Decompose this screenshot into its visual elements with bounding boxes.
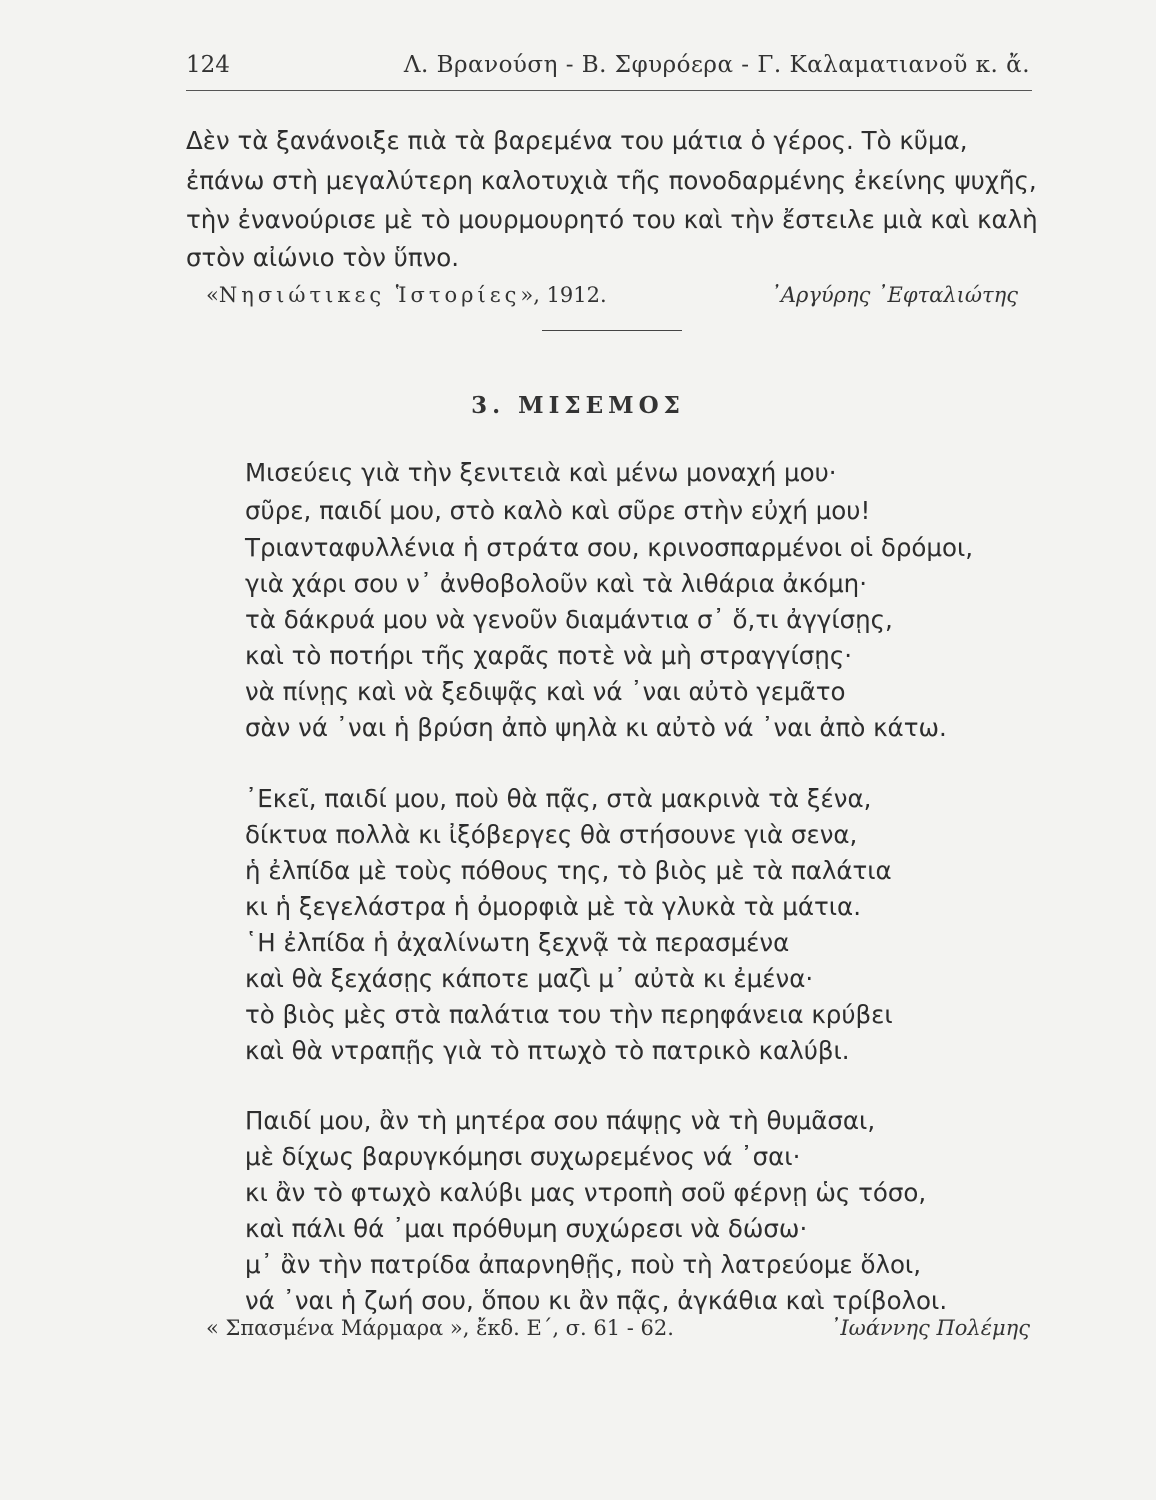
- verse-line: μ᾿ ἂν τὴν πατρίδα ἀπαρνηθῇς, ποὺ τὴ λατρεύομε ὅλοι,: [245, 1250, 922, 1279]
- header-rule: [186, 90, 1032, 91]
- citation-author: ᾿Αργύρης ᾿Εφταλιώτης: [770, 283, 1018, 307]
- verse-line: Τριανταφυλλένια ἡ στράτα σου, κρινοσπαρμένοι οἱ δρόμοι,: [245, 533, 974, 562]
- verse-line: σῦρε, παιδί μου, στὸ καλὸ καὶ σῦρε στὴν εὐχή μου!: [245, 496, 871, 525]
- verse-line: ἡ ἐλπίδα μὲ τοὺς πόθους της, τὸ βιὸς μὲ τὰ παλάτια: [245, 856, 892, 885]
- verse-line: καὶ θὰ ντραπῇς γιὰ τὸ πτωχὸ τὸ πατρικὸ καλύβι.: [245, 1036, 850, 1065]
- verse-line: καὶ πάλι θά ᾿μαι πρόθυμη συχώρεσι νὰ δώσω·: [245, 1214, 808, 1243]
- prose-line: Δὲν τὰ ξανάνοιξε πιὰ τὰ βαρεμένα του μάτια ὁ γέρος. Τὸ κῦμα,: [186, 126, 968, 155]
- poem-source: « Σπασμένα Μάρμαρα », ἔκδ. Ε΄, σ. 61 - 62.: [206, 1316, 674, 1340]
- verse-line: Παιδί μου, ἂν τὴ μητέρα σου πάψῃς νὰ τὴ θυμᾶσαι,: [245, 1106, 876, 1135]
- section-separator: [542, 330, 682, 331]
- verse-line: κι ἂν τὸ φτωχὸ καλύβι μας ντροπὴ σοῦ φέρνῃ ὡς τόσο,: [245, 1178, 927, 1207]
- citation-source: [206, 283, 607, 307]
- poem-title: 3. ΜΙΣΕΜΟΣ: [471, 392, 685, 419]
- poem-author: ᾿Ιωάννης Πολέμης: [829, 1316, 1030, 1340]
- page-header: [186, 52, 1030, 88]
- verse-line: κι ἡ ξεγελάστρα ἡ ὀμορφιὰ μὲ τὰ γλυκὰ τὰ μάτια.: [245, 892, 861, 921]
- verse-line: καὶ τὸ ποτήρι τῆς χαρᾶς ποτὲ νὰ μὴ στραγγίσῃς·: [245, 641, 852, 670]
- verse-line: δίκτυα πολλὰ κι ἰξόβεργες θὰ στήσουνε γιὰ σενα,: [245, 820, 858, 849]
- citation-open: «: [206, 283, 219, 307]
- verse-line: τὰ δάκρυά μου νὰ γενοῦν διαμάντια σ᾿ ὅ,τι ἀγγίσῃς,: [245, 605, 893, 634]
- verse-line: Μισεύεις γιὰ τὴν ξενιτειὰ καὶ μένω μοναχή μου·: [245, 458, 837, 487]
- prose-line: τὴν ἐνανούρισε μὲ τὸ μουρμουρητό του καὶ τὴν ἔστειλε μιὰ καὶ καλὴ: [186, 205, 1038, 234]
- verse-line: ᾿Εκεῖ, παιδί μου, ποὺ θὰ πᾷς, στὰ μακρινὰ τὰ ξένα,: [245, 784, 872, 813]
- citation-work: Νησιώτικες Ἱστορίες: [218, 283, 521, 307]
- page-number: 124: [186, 52, 230, 78]
- verse-line: ῾Η ἐλπίδα ἡ ἀχαλίνωτη ξεχνᾷ τὰ περασμένα: [245, 928, 790, 957]
- verse-line: νά ᾿ναι ἡ ζωή σου, ὅπου κι ἂν πᾷς, ἀγκάθια καὶ τρίβολοι.: [245, 1286, 948, 1315]
- citation-year: », 1912.: [520, 283, 607, 307]
- prose-line: στὸν αἰώνιο τὸν ὕπνο.: [186, 243, 460, 272]
- verse-line: τὸ βιὸς μὲς στὰ παλάτια του τὴν περηφάνεια κρύβει: [245, 1000, 893, 1029]
- verse-line: γιὰ χάρι σου ν᾿ ἀνθοβολοῦν καὶ τὰ λιθάρια ἀκόμη·: [245, 569, 867, 598]
- prose-line: ἐπάνω στὴ μεγαλύτερη καλοτυχιὰ τῆς πονοδαρμένης ἐκείνης ψυχῆς,: [186, 166, 1037, 195]
- verse-line: μὲ δίχως βαρυγκόμησι συχωρεμένος νά ᾿σαι·: [245, 1142, 801, 1171]
- verse-line: καὶ θὰ ξεχάσῃς κάποτε μαζὶ μ᾿ αὐτὰ κι ἐμένα·: [245, 964, 814, 993]
- verse-line: σὰν νά ᾿ναι ἡ βρύση ἀπὸ ψηλὰ κι αὐτὸ νά ᾿ναι ἀπὸ κάτω.: [245, 713, 947, 742]
- running-head: Λ. Βρανούση - Β. Σφυρόερα - Γ. Καλαματιανοῦ κ. ἄ.: [403, 52, 1030, 78]
- verse-line: νὰ πίνῃς καὶ νὰ ξεδιψᾷς καὶ νά ᾿ναι αὐτὸ γεμᾶτο: [245, 677, 846, 706]
